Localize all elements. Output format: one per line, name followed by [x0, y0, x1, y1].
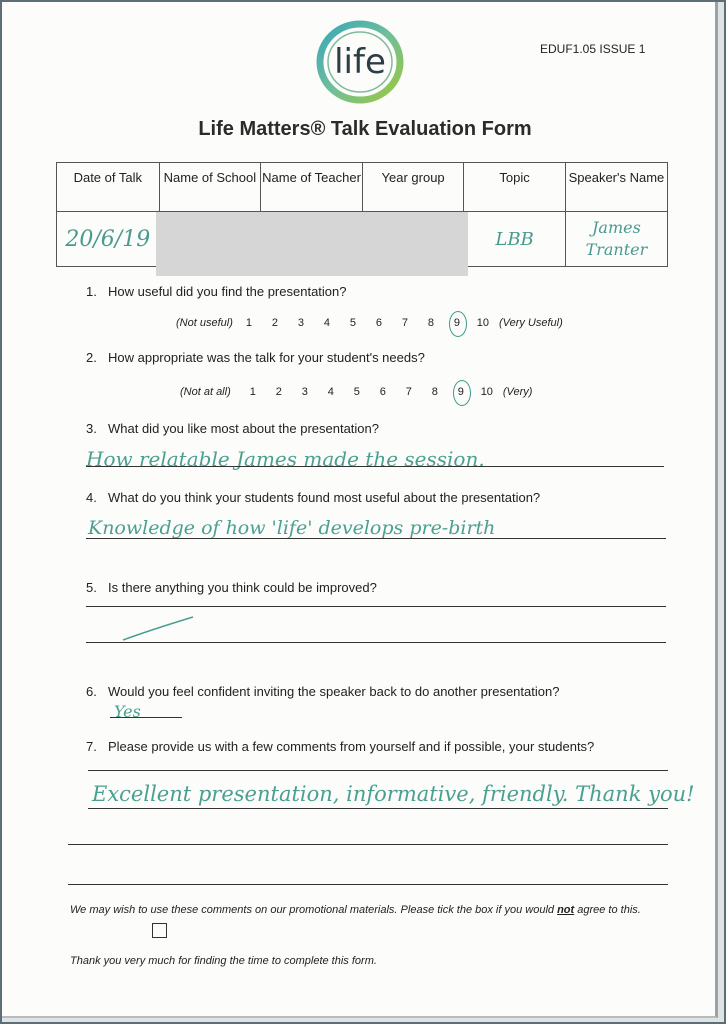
rating-scale-1: (Not useful) 1 2 3 4 5 6 7 8 9 10 (Very Useful) — [176, 317, 563, 329]
document-reference: EDUF1.05 ISSUE 1 — [540, 42, 646, 56]
q1-option-3[interactable]: 3 — [297, 317, 304, 329]
answer-line-6 — [110, 717, 182, 718]
header-school: Name of School — [159, 163, 261, 212]
q2-option-2[interactable]: 2 — [275, 386, 282, 398]
do-not-agree-checkbox[interactable] — [152, 923, 167, 938]
answer-7[interactable]: Excellent presentation, informative, friendly. Thank you! — [92, 782, 695, 806]
question-2: 2. How appropriate was the talk for your student's needs? — [86, 350, 425, 365]
q2-option-4[interactable]: 4 — [327, 386, 334, 398]
q2-option-7[interactable]: 7 — [405, 386, 412, 398]
q1-option-9[interactable]: 9 — [444, 317, 470, 329]
cell-speaker[interactable]: James Tranter — [565, 212, 667, 267]
answer-line-7d — [68, 884, 668, 885]
q2-option-5[interactable]: 5 — [353, 386, 360, 398]
q2-option-10[interactable]: 10 — [480, 386, 493, 398]
question-4: 4. What do you think your students found most useful about the presentation? — [86, 490, 541, 505]
life-logo — [314, 20, 406, 104]
q1-option-7[interactable]: 7 — [401, 317, 408, 329]
cell-topic[interactable]: LBB — [464, 212, 566, 267]
dash-stroke-icon — [120, 614, 196, 644]
answer-line-5a — [86, 606, 666, 607]
thank-you-note: Thank you very much for finding the time to complete this form. — [70, 955, 377, 967]
q2-option-6[interactable]: 6 — [379, 386, 386, 398]
answer-line-7b — [88, 808, 668, 809]
q2-option-9[interactable]: 9 — [448, 386, 474, 398]
q1-option-1[interactable]: 1 — [245, 317, 252, 329]
answer-line-4 — [86, 538, 666, 539]
question-6: 6. Would you feel confident inviting the speaker back to do another presentation? — [86, 684, 560, 699]
header-date: Date of Talk — [57, 163, 160, 212]
answer-3[interactable]: How relatable James made the session. — [86, 447, 485, 471]
answer-6[interactable]: Yes — [114, 702, 141, 721]
q1-option-6[interactable]: 6 — [375, 317, 382, 329]
rating-scale-2: (Not at all) 1 2 3 4 5 6 7 8 9 10 (Very) — [180, 386, 533, 398]
q1-option-5[interactable]: 5 — [349, 317, 356, 329]
form-page — [2, 2, 718, 1018]
answer-line-7c — [68, 844, 668, 845]
consent-note: We may wish to use these comments on our promotional materials. Please tick the box if you would not agree to this. — [70, 904, 641, 916]
question-7: 7. Please provide us with a few comments from yourself and if possible, your students? — [86, 739, 595, 754]
redaction-block — [156, 212, 468, 276]
q1-option-2[interactable]: 2 — [271, 317, 278, 329]
answer-line-7a — [88, 770, 668, 771]
q2-option-8[interactable]: 8 — [431, 386, 438, 398]
q2-option-3[interactable]: 3 — [301, 386, 308, 398]
logo-text: life — [334, 42, 386, 82]
q1-option-4[interactable]: 4 — [323, 317, 330, 329]
answer-line-5b — [86, 642, 666, 643]
answer-line-3 — [86, 466, 664, 467]
question-3: 3. What did you like most about the presentation? — [86, 421, 379, 436]
question-5: 5. Is there anything you think could be improved? — [86, 580, 377, 595]
header-topic: Topic — [464, 163, 566, 212]
question-1: 1. How useful did you find the presentation? — [86, 284, 347, 299]
header-year-group: Year group — [362, 163, 463, 212]
page-title: Life Matters® Talk Evaluation Form — [198, 118, 532, 140]
q2-option-1[interactable]: 1 — [249, 386, 256, 398]
q1-option-10[interactable]: 10 — [476, 317, 490, 329]
q1-option-8[interactable]: 8 — [427, 317, 434, 329]
header-teacher: Name of Teacher — [261, 163, 363, 212]
cell-date[interactable]: 20/6/19 — [57, 212, 160, 267]
header-speaker: Speaker's Name — [565, 163, 667, 212]
answer-4[interactable]: Knowledge of how 'life' develops pre-birth — [88, 517, 496, 539]
